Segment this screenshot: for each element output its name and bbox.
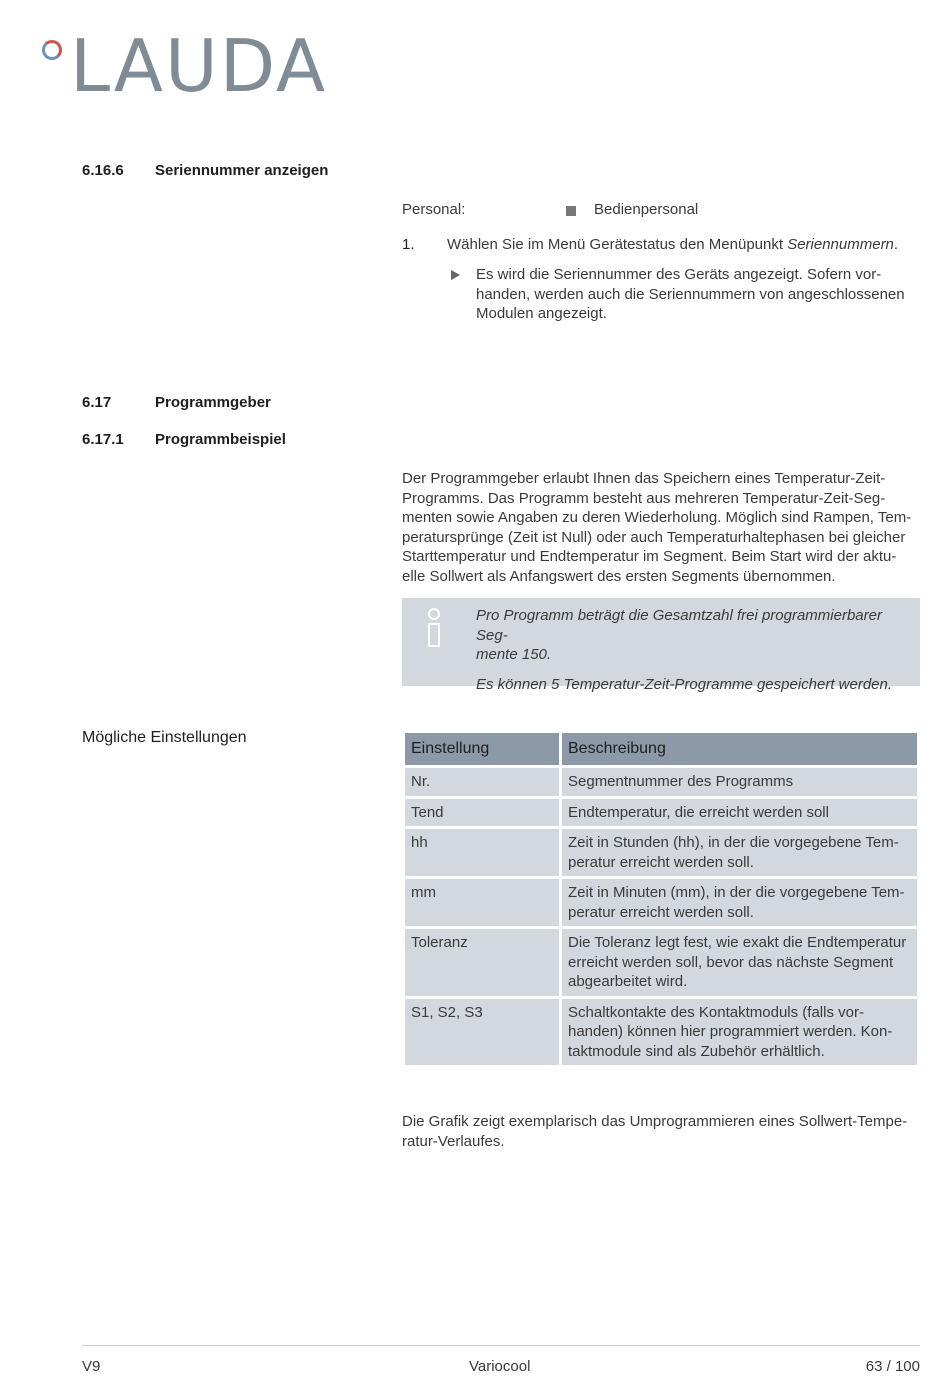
result-line: handen, werden auch die Seriennummern von angeschlossenen (476, 285, 905, 303)
section-number: 6.16.6 (82, 162, 124, 179)
personal-value: Bedienpersonal (594, 201, 699, 218)
footer-product: Variocool (469, 1358, 531, 1375)
note-line: Pro Programm beträgt die Gesamtzahl frei programmierbarer Seg- (476, 607, 882, 644)
step-end: . (893, 236, 899, 253)
setting-name: mm (405, 879, 559, 926)
intro-paragraph (402, 469, 920, 586)
section-number: 6.17.1 (82, 431, 124, 448)
table-row (405, 768, 917, 796)
table-row (405, 829, 917, 876)
graphic-line: ratur-Verlaufes. (402, 1132, 505, 1150)
intro-line: Der Programmgeber erlaubt Ihnen das Speichern eines Temperatur-Zeit- (402, 470, 886, 487)
result-arrow-icon (451, 270, 460, 280)
setting-desc: Endtemperatur, die erreicht werden soll (562, 799, 917, 827)
intro-line: Starttemperatur und Endtemperatur im Segment. Beim Start wird der aktu- (402, 548, 897, 565)
setting-desc: Schaltkontakte des Kontaktmoduls (falls vor- handen) können hier programmiert werden. Kon- taktmodule sind als Zubehör erhältlich. (562, 999, 917, 1066)
setting-desc: Zeit in Stunden (hh), in der die vorgegebene Tem- peratur erreicht werden soll. (562, 829, 917, 876)
table-row (405, 799, 917, 827)
note-line: mente 150. (476, 646, 552, 663)
personal-label: Personal: (402, 201, 466, 218)
graphic-paragraph (402, 1112, 920, 1151)
footer-page-number: 63 / 100 (865, 1358, 920, 1375)
table-row (405, 879, 917, 926)
bullet-square-icon (566, 206, 576, 216)
info-note (402, 598, 920, 693)
setting-name: hh (405, 829, 559, 876)
footer-divider (82, 1345, 920, 1346)
lauda-logo (40, 24, 350, 112)
logo-text: LAUDA (70, 24, 328, 108)
info-icon (422, 608, 446, 648)
settings-side-label: Mögliche Einstellungen (82, 729, 247, 746)
section-title: Programmbeispiel (155, 431, 286, 448)
table-header: Einstellung (405, 733, 559, 765)
setting-desc: Segmentnummer des Programms (562, 768, 917, 796)
step-text (447, 236, 898, 253)
note-line: Es können 5 Temperatur-Zeit-Programme gespeichert werden. (476, 675, 893, 693)
setting-name: S1, S2, S3 (405, 999, 559, 1066)
result-line: Es wird die Seriennummer des Geräts angezeigt. Sofern vor- (476, 266, 882, 283)
setting-name: Tend (405, 799, 559, 827)
table-row (405, 999, 917, 1066)
table-row (405, 929, 917, 996)
intro-line: Programms. Das Programm besteht aus mehreren Temperatur-Zeit-Seg- (402, 489, 886, 507)
section-title: Seriennummer anzeigen (155, 162, 329, 179)
setting-desc: Die Toleranz legt fest, wie exakt die Endtemperatur erreicht werden soll, bevor das nächste Segment abgearbeitet wird. (562, 929, 917, 996)
intro-line: peratursprünge (Zeit ist Null) oder auch Temperaturhaltephasen bei gleicher (402, 528, 906, 546)
step-number: 1. (402, 236, 415, 253)
footer-version: V9 (82, 1358, 101, 1375)
result-text (476, 265, 916, 324)
intro-line: elle Sollwert als Anfangswert des ersten Segments übernommen. (402, 567, 836, 585)
setting-name: Nr. (405, 768, 559, 796)
table-header-row (405, 733, 917, 765)
section-number: 6.17 (82, 394, 112, 411)
step-menu-item: Seriennummern (787, 236, 894, 253)
section-title: Programmgeber (155, 394, 271, 411)
step-instruction: Wählen Sie im Menü Gerätestatus den Menüpunkt (447, 236, 784, 253)
intro-line: menten sowie Angaben zu deren Wiederholung. Möglich sind Rampen, Tem- (402, 509, 912, 526)
result-line: Modulen angezeigt. (476, 305, 607, 322)
setting-name: Toleranz (405, 929, 559, 996)
setting-desc: Zeit in Minuten (mm), in der die vorgegebene Tem- peratur erreicht werden soll. (562, 879, 917, 926)
table-header: Beschreibung (562, 733, 917, 765)
settings-table (402, 730, 920, 1068)
logo-ring-icon (42, 40, 62, 60)
note-text (476, 606, 906, 704)
graphic-line: Die Grafik zeigt exemplarisch das Umprogrammieren eines Sollwert-Tempe- (402, 1113, 908, 1130)
